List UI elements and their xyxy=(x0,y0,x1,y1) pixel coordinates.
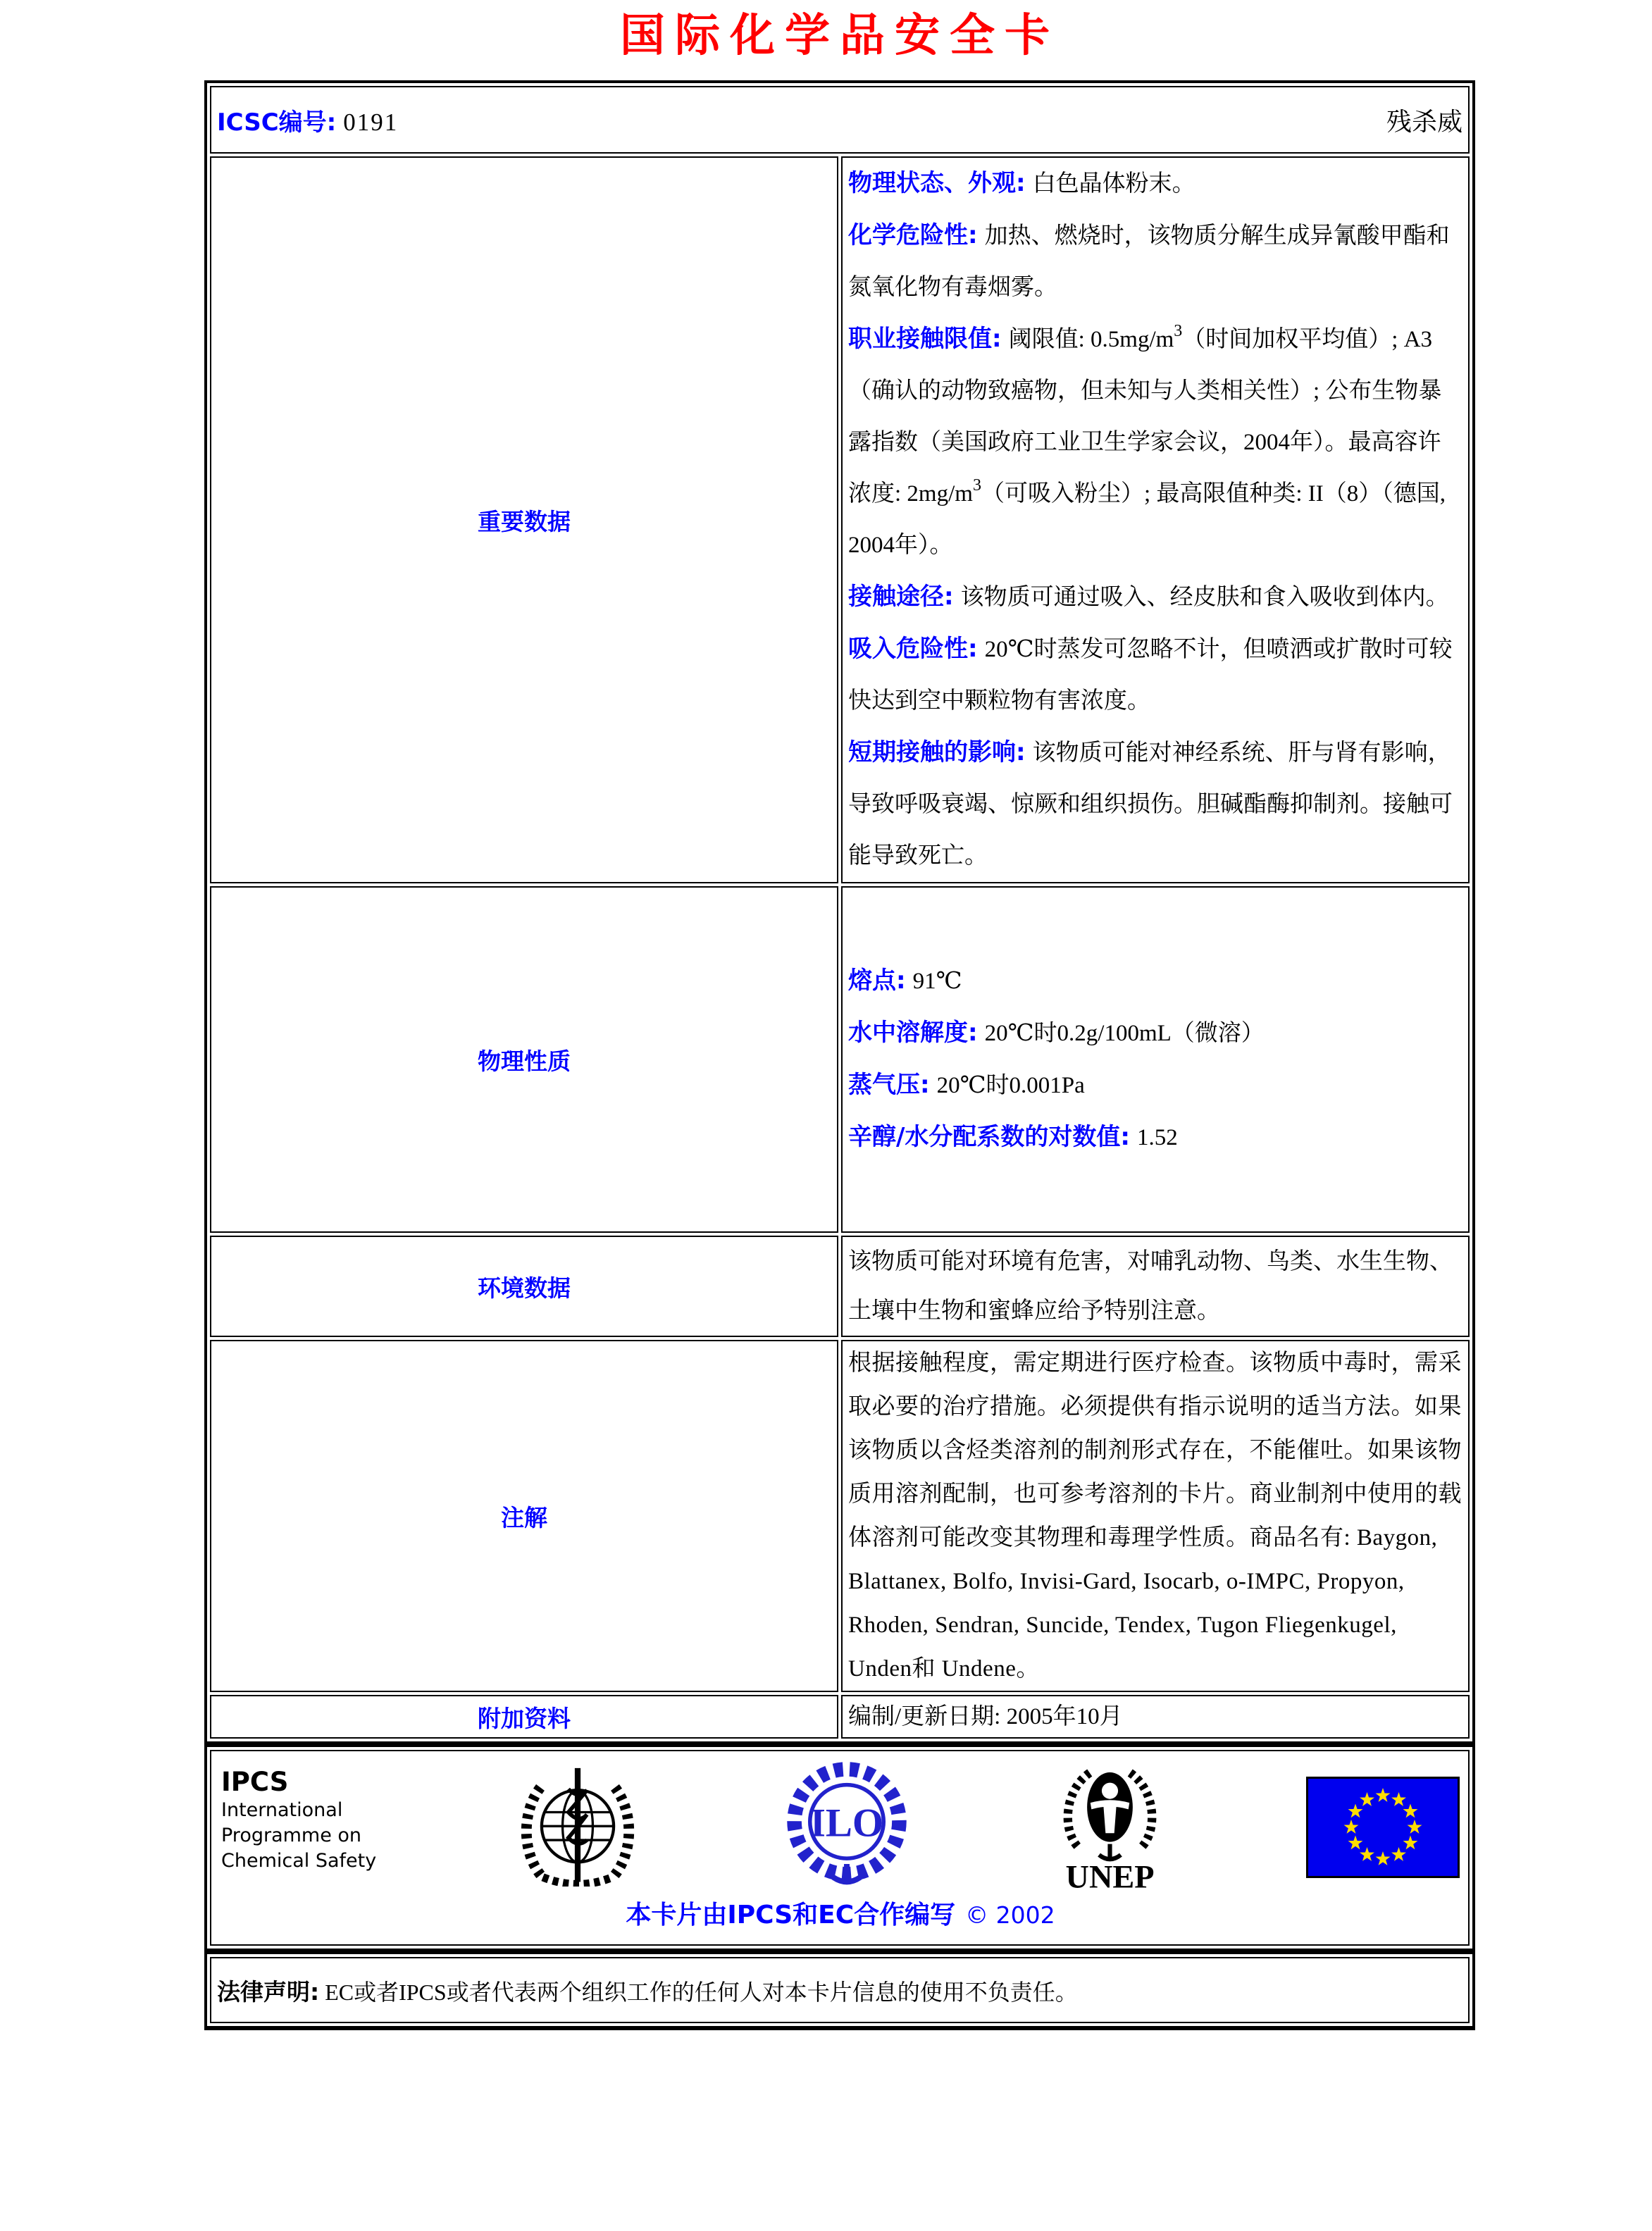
item-text: 白色晶体粉末。 xyxy=(1032,171,1195,197)
environmental-data-content xyxy=(841,1236,1470,1337)
important-item-short-term-effects xyxy=(848,727,1462,882)
footer-logos-cell xyxy=(210,1750,1470,1946)
superscript-3: 3 xyxy=(972,476,981,495)
caption-text: 本卡片由IPCS和EC合作编写 xyxy=(626,1901,956,1929)
item-label: 短期接触的影响: xyxy=(848,738,1026,766)
logo-row xyxy=(221,1761,1460,1892)
icsc-card-table xyxy=(204,80,1475,1744)
item-text: 1.52 xyxy=(1137,1125,1178,1150)
ipcs-line: International xyxy=(221,1799,343,1821)
chemical-name: 残杀威 xyxy=(1386,107,1462,136)
section-label-important-data: 重要数据 xyxy=(210,156,838,883)
page-title: 国际化学品安全卡 xyxy=(620,10,1060,62)
item-text: 该物质可能对神经系统、肝与肾有影响，导致呼吸衰竭、惊厥和组织损伤。胆碱酯酶抑制剂。接触可能导致死亡。 xyxy=(848,740,1453,869)
notes-content xyxy=(841,1340,1470,1692)
ipcs-line: Chemical Safety xyxy=(221,1850,377,1872)
important-item-inhalation-risk xyxy=(848,623,1462,727)
icsc-number-value: 0191 xyxy=(343,108,399,136)
legal-notice-label: 法律声明: xyxy=(217,1977,320,2006)
footer-caption xyxy=(221,1895,1460,1931)
additional-info-text: 编制/更新日期: 2005年10月 xyxy=(848,1704,1123,1729)
item-text: 91℃ xyxy=(912,969,962,994)
ilo-letters: ILO xyxy=(809,1801,883,1846)
item-label: 吸入危险性: xyxy=(848,635,978,663)
header-row xyxy=(210,86,1470,154)
item-text: 20℃时0.001Pa xyxy=(936,1073,1085,1098)
environmental-text: 该物质可能对环境有危害，对哺乳动物、鸟类、水生生物、土壤中生物和蜜蜂应给予特别注意。 xyxy=(848,1249,1453,1324)
item-label: 辛醇/水分配系数的对数值: xyxy=(848,1123,1131,1151)
legal-notice-cell xyxy=(210,1957,1470,2023)
item-text: 加热、燃烧时，该物质分解生成异氰酸甲酯和氮氧化物有毒烟雾。 xyxy=(848,223,1450,300)
physical-properties-row xyxy=(210,886,1470,1233)
physical-item-vapor-pressure xyxy=(848,1059,1462,1112)
header-cell xyxy=(210,86,1470,154)
important-data-row xyxy=(210,156,1470,883)
notes-text: 根据接触程度，需定期进行医疗检查。该物质中毒时，需采取必要的治疗措施。必须提供有指示说明的适当方法。如果该物质以含烃类溶剂的制剂形式存在，不能催吐。如果该物质用溶剂配制，也可参考溶剂的卡片。商业制剂中使用的载体溶剂可能改变其物理和毒理学性质。商品名有: Baygon, Blattanex, Bolfo, Invisi-Gard, Isocarb, o-IMPC, Propyon, Rhoden, Sendran, Suncide, Tendex, Tugon Fliegenkugel, Unden和 Undene。 xyxy=(848,1350,1462,1682)
physical-item-melting-point xyxy=(848,955,1462,1007)
important-data-content xyxy=(841,156,1470,883)
unep-logo-icon xyxy=(1045,1761,1175,1892)
item-text: 该物质可通过吸入、经皮肤和食入吸收到体内。 xyxy=(960,585,1449,610)
item-label: 熔点: xyxy=(848,967,906,995)
item-text: 20℃时0.2g/100mL（微溶） xyxy=(984,1021,1265,1046)
physical-properties-content xyxy=(841,886,1470,1233)
important-item-occupational-limits xyxy=(848,313,1462,571)
ipcs-text-block xyxy=(221,1767,376,1874)
item-text: 阈限值: 0.5mg/m xyxy=(1008,327,1174,352)
item-label: 接触途径: xyxy=(848,583,954,611)
item-label: 化学危险性: xyxy=(848,221,978,249)
additional-info-row xyxy=(210,1695,1470,1739)
legal-notice-text: EC或者IPCS或者代表两个组织工作的任何人对本卡片信息的使用不负责任。 xyxy=(325,1979,1078,2005)
section-label-environmental-data: 环境数据 xyxy=(210,1236,838,1337)
item-label: 物理状态、外观: xyxy=(848,169,1026,197)
unep-label: UNEP xyxy=(1065,1859,1155,1892)
item-text: 20℃时蒸发可忽略不计，但喷洒或扩散时可较快达到空中颗粒物有害浓度。 xyxy=(848,637,1453,714)
ipcs-title: IPCS xyxy=(221,1767,289,1797)
legal-notice-box xyxy=(204,1951,1475,2030)
item-label: 职业接触限值: xyxy=(848,325,1002,353)
important-item-appearance xyxy=(848,158,1462,210)
item-text: （时间加权平均值）; A3（确认的动物致癌物，但未知与人类相关性）; 公布生物暴露指数（美国政府工业卫生学家会议，2004年）。最高容许浓度: 2mg/m xyxy=(848,327,1442,507)
item-label: 水中溶解度: xyxy=(848,1019,978,1047)
important-item-chemical-danger xyxy=(848,210,1462,313)
additional-info-content xyxy=(841,1695,1470,1739)
section-label-notes: 注解 xyxy=(210,1340,838,1692)
physical-item-partition-coefficient xyxy=(848,1112,1462,1164)
physical-item-water-solubility xyxy=(848,1007,1462,1059)
important-item-exposure-routes xyxy=(848,571,1462,623)
icsc-number xyxy=(217,103,398,137)
footer-logos-box xyxy=(204,1744,1475,1951)
icsc-number-label: ICSC编号: xyxy=(217,108,337,137)
item-text: （可吸入粉尘）; 最高限值种类: II（8）（德国, 2004年）。 xyxy=(848,481,1446,558)
environmental-data-row xyxy=(210,1236,1470,1337)
notes-row xyxy=(210,1340,1470,1692)
who-logo-icon xyxy=(507,1761,648,1887)
ipcs-line: Programme on xyxy=(221,1825,362,1846)
eu-flag-icon xyxy=(1306,1777,1460,1878)
ilo-logo-icon xyxy=(780,1761,914,1887)
section-label-physical-properties: 物理性质 xyxy=(210,886,838,1233)
item-label: 蒸气压: xyxy=(848,1071,930,1099)
section-label-additional-info: 附加资料 xyxy=(210,1695,838,1739)
superscript-3: 3 xyxy=(1174,322,1183,340)
caption-year: © 2002 xyxy=(965,1901,1055,1929)
